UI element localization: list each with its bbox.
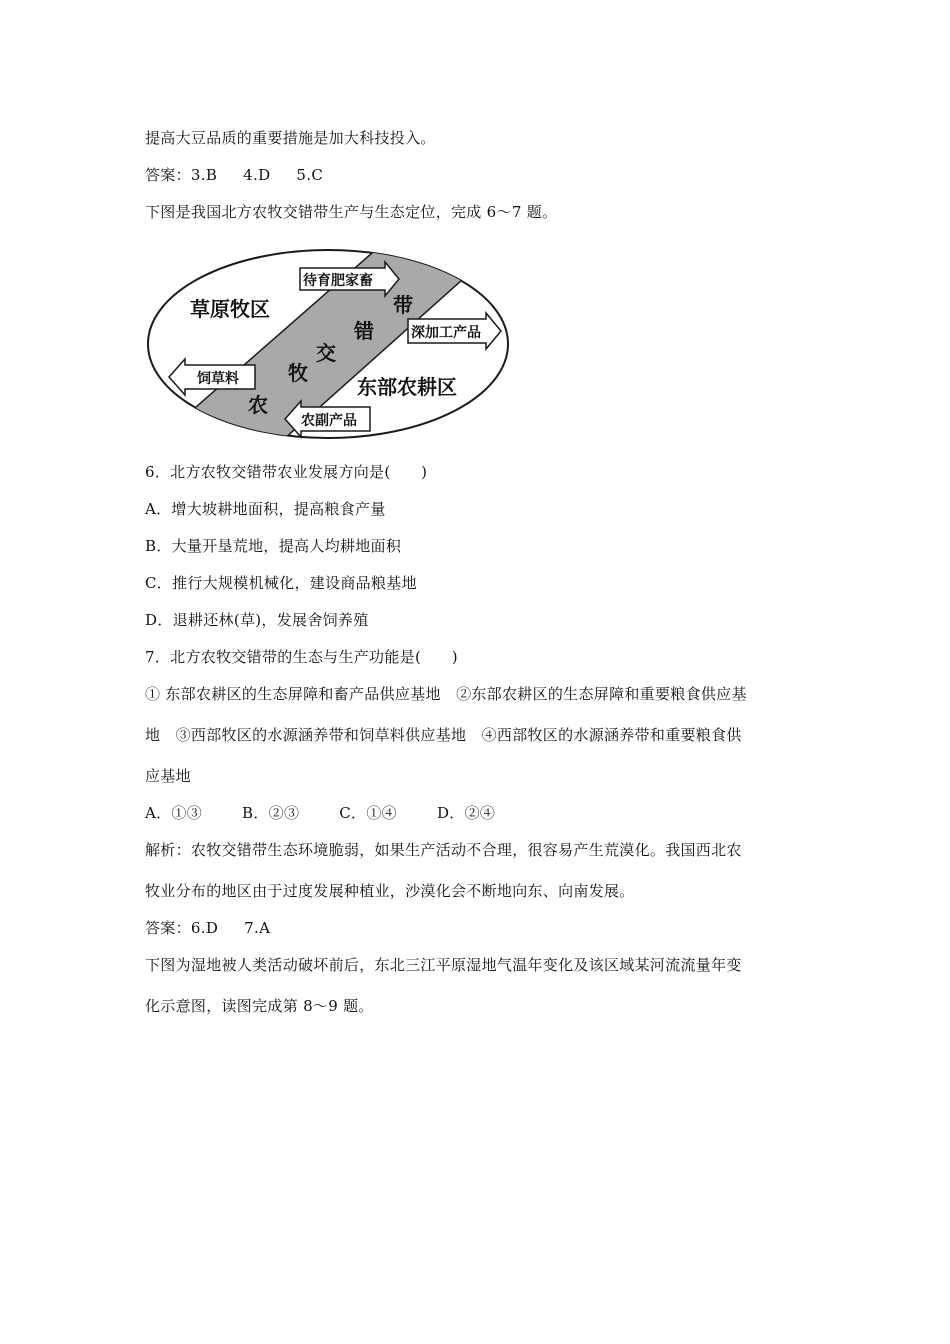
answer-label: 答案： <box>145 166 191 184</box>
arrow-left-label: 饲草料 <box>197 371 239 387</box>
answer-item: 3.B <box>190 166 218 184</box>
answer-item: 5.C <box>296 166 324 184</box>
text-line: 提高大豆品质的重要措施是加大科技投入。 <box>145 129 436 147</box>
question-6-option-a: A．增大坡耕地面积，提高粮食产量 <box>145 500 386 518</box>
intro-line: 下图是我国北方农牧交错带生产与生态定位，完成 6～7 题。 <box>145 203 558 221</box>
region-west-label: 草原牧区 <box>190 297 270 321</box>
question-6-option-d: D．退耕还林(草)，发展舍饲养殖 <box>145 611 369 629</box>
belt-char: 农 <box>248 393 268 417</box>
belt-char: 带 <box>393 293 413 317</box>
question-7-options <box>145 803 495 823</box>
belt-char: 牧 <box>288 361 308 385</box>
arrow-bottom-label: 农副产品 <box>301 413 357 429</box>
answer-line <box>145 918 270 938</box>
answer-item: 6.D <box>190 919 219 937</box>
question-6: 6．北方农牧交错带农业发展方向是( ) <box>145 463 428 481</box>
explanation-line: 解析：农牧交错带生态环境脆弱，如果生产活动不合理，很容易产生荒漠化。我国西北农 <box>145 841 742 859</box>
farming-pastoral-belt-diagram <box>145 246 515 446</box>
question-7-option-a: A．①③ <box>145 804 203 822</box>
question-7-statement-line: ① 东部农耕区的生态屏障和畜产品供应基地 ②东部农耕区的生态屏障和重要粮食供应基 <box>145 685 747 703</box>
region-east-label: 东部农耕区 <box>357 375 457 399</box>
intro-line: 化示意图，读图完成第 8～9 题。 <box>145 997 374 1015</box>
answer-line <box>145 165 323 185</box>
intro-line: 下图为湿地被人类活动破坏前后，东北三江平原湿地气温年变化及该区域某河流流量年变 <box>145 956 742 974</box>
arrow-right <box>408 313 501 349</box>
explanation-line: 牧业分布的地区由于过度发展种植业，沙漠化会不断地向东、向南发展。 <box>145 882 635 900</box>
question-7-option-b: B．②③ <box>242 804 300 822</box>
question-6-option-b: B．大量开垦荒地，提高人均耕地面积 <box>145 537 402 555</box>
arrow-top-label: 待育肥家畜 <box>303 273 373 289</box>
answer-item: 4.D <box>243 166 271 184</box>
question-7: 7．北方农牧交错带的生态与生产功能是( ) <box>145 648 458 666</box>
question-6-option-c: C．推行大规模机械化，建设商品粮基地 <box>145 574 417 592</box>
answer-label: 答案： <box>145 919 191 937</box>
arrow-left <box>169 359 255 395</box>
question-7-statement-line: 应基地 <box>145 767 191 785</box>
question-7-option-c: C．①④ <box>339 804 397 822</box>
question-7-statement-line: 地 ③西部牧区的水源涵养带和饲草料供应基地 ④西部牧区的水源涵养带和重要粮食供 <box>145 726 742 744</box>
belt-char: 交 <box>316 341 336 365</box>
answer-item: 7.A <box>244 919 271 937</box>
belt-char: 错 <box>354 319 374 343</box>
arrow-bottom <box>285 401 370 437</box>
arrow-right-label: 深加工产品 <box>411 325 481 341</box>
question-7-option-d: D．②④ <box>436 804 496 822</box>
